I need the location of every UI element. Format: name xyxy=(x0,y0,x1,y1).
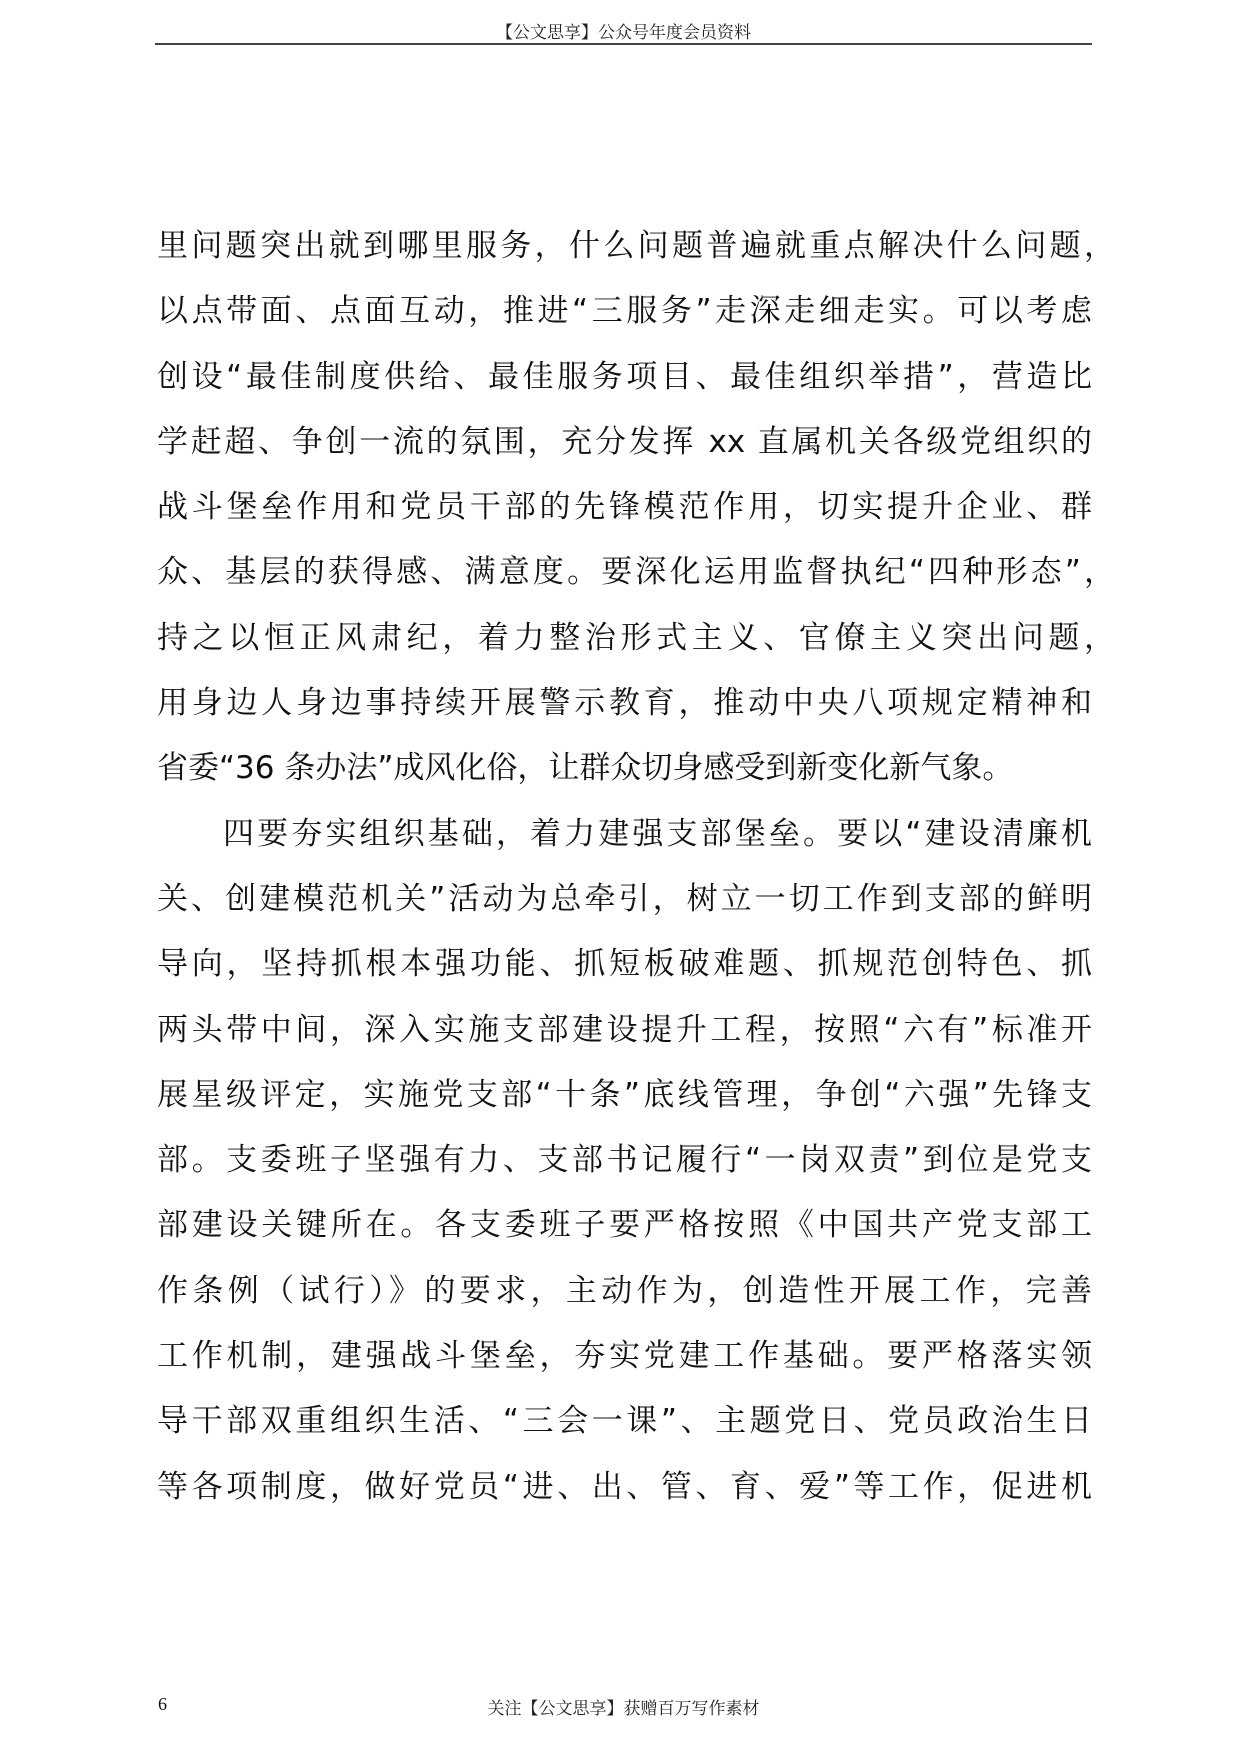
text-line: 里问题突出就到哪里服务，什么问题普遍就重点解决什么问题， xyxy=(157,228,1115,264)
page-footer: 关注【公文思享】获赠百万写作素材 xyxy=(487,1699,760,1719)
text-line: 战斗堡垒作用和党员干部的先锋模范作用，切实提升企业、群 xyxy=(157,489,1092,526)
paragraph-start-line: 四要夯实组织基础，着力建强支部堡垒。要以“建设清廉机 xyxy=(223,815,1092,852)
text-line: 学赶超、争创一流的氛围，充分发挥 xx 直属机关各级党组织的 xyxy=(157,423,1092,460)
text-line: 导向，坚持抓根本强功能、抓短板破难题、抓规范创特色、抓 xyxy=(157,946,1092,983)
text-line: 展星级评定，实施党支部“十条”底线管理，争创“六强”先锋支 xyxy=(157,1076,1092,1113)
text-line: 导干部双重组织生活、“三会一课”、主题党日、党员政治生日 xyxy=(157,1403,1092,1440)
text-line: 创设“最佳制度供给、最佳服务项目、最佳组织举措”，营造比 xyxy=(157,358,1092,395)
page-header: 【公文思享】公众号年度会员资料 xyxy=(496,23,751,43)
page-number: 6 xyxy=(158,1694,167,1714)
text-line: 作条例（试行）》的要求，主动作为，创造性开展工作，完善 xyxy=(157,1272,1092,1309)
text-line: 众、基层的获得感、满意度。要深化运用监督执纪“四种形态”， xyxy=(157,554,1115,591)
text-line: 以点带面、点面互动，推进“三服务”走深走细走实。可以考虑 xyxy=(157,293,1092,330)
header-divider xyxy=(155,43,1092,45)
text-line: 两头带中间，深入实施支部建设提升工程，按照“六有”标准开 xyxy=(157,1011,1092,1048)
text-line: 关、创建模范机关”活动为总牵引，树立一切工作到支部的鲜明 xyxy=(157,880,1092,917)
text-line: 部。支委班子坚强有力、支部书记履行“一岗双责”到位是党支 xyxy=(157,1142,1092,1179)
text-line: 等各项制度，做好党员“进、出、管、育、爱”等工作，促进机 xyxy=(157,1468,1092,1505)
text-line: 用身边人身边事持续开展警示教育，推动中央八项规定精神和 xyxy=(157,685,1092,722)
text-line: 工作机制，建强战斗堡垒，夯实党建工作基础。要严格落实领 xyxy=(157,1338,1092,1375)
text-line: 部建设关键所在。各支委班子要严格按照《中国共产党支部工 xyxy=(157,1207,1092,1244)
text-line: 持之以恒正风肃纪，着力整治形式主义、官僚主义突出问题， xyxy=(157,619,1115,656)
body-text xyxy=(157,222,1115,1528)
text-line: 省委“36 条办法”成风化俗，让群众切身感受到新变化新气象。 xyxy=(157,750,1014,787)
